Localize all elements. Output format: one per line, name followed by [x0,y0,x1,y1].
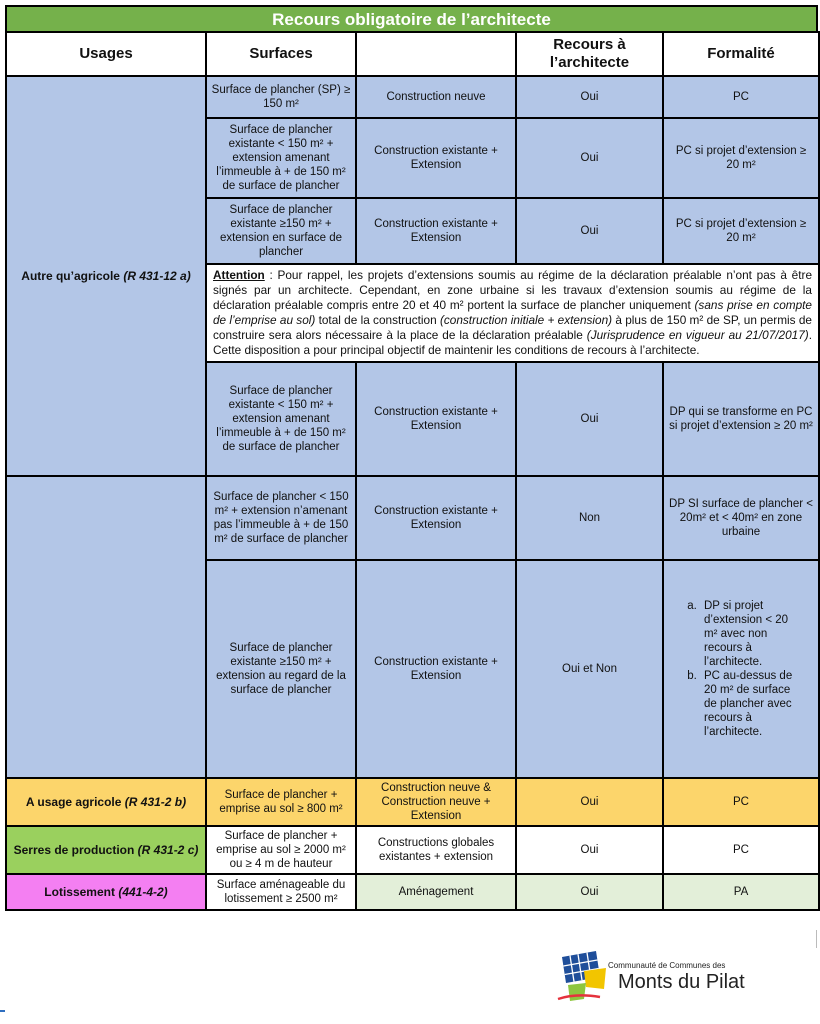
page-margin-mark [0,1010,5,1012]
table-row [6,826,819,874]
list-line: l’architecte. [704,726,763,738]
list-line: l’architecte. [704,656,763,668]
surface-cell: Surface de plancher existante ≥150 m² + extension en surface de plancher [206,198,356,264]
type-cell: Construction existante + Extension [356,362,516,476]
note-text: à plus de 150 m² de SP, un permis de construire sera alors nécessaire à la place de la déclaration préalable [213,313,812,342]
formalite-list [674,599,814,739]
usage-label: A usage agricole [25,795,122,809]
surface-cell: Surface de plancher (SP) ≥ 150 m² [206,76,356,118]
list-line: 20 m² de surface [704,684,791,696]
note-italic: (construction initiale + extension) [439,313,613,327]
formalite-cell: DP qui se transforme en PC si projet d’extension ≥ 20 m² [663,362,819,476]
usage-label: Serres de production [13,843,135,857]
formalite-cell: PC [663,826,819,874]
usage-ref: (R 431-12 a) [123,269,191,283]
header-recours: Recours à l’architecte [516,32,663,76]
recours-cell: Oui [516,826,663,874]
usage-ref: (441-4-2) [118,885,168,899]
formalite-cell: PC [663,778,819,826]
attention-label: Attention [213,268,265,282]
recours-architecte-sheet [5,5,818,911]
surface-cell: Surface de plancher + emprise au sol ≥ 800 m² [206,778,356,826]
table-row [6,476,819,560]
recours-cell: Oui [516,778,663,826]
surface-cell: Surface de plancher < 150 m² + extension n’amenant pas l’immeuble à + de 150 m² de surface de plancher [206,476,356,560]
type-cell: Aménagement [356,874,516,910]
type-cell: Construction neuve & Construction neuve + Extension [356,778,516,826]
surface-cell: Surface aménageable du lotissement ≥ 2500 m² [206,874,356,910]
recours-cell: Non [516,476,663,560]
list-line: recours à [704,642,752,654]
table-row [6,76,819,118]
note-text: . Cette disposition a pour principal objectif de maintenir les conditions de recours à l’architecte. [213,328,812,357]
header-blank [356,32,516,76]
header-usages: Usages [6,32,206,76]
list-line: de plancher avec [704,698,792,710]
type-cell: Construction existante + Extension [356,118,516,198]
surface-cell: Surface de plancher existante < 150 m² + extension amenant l’immeuble à + de 150 m² de surface de plancher [206,362,356,476]
formalite-cell: PC si projet d’extension ≥ 20 m² [663,198,819,264]
recours-table [5,31,820,911]
formalite-list-cell [663,560,819,778]
table-title: Recours obligatoire de l’architecte [5,5,818,31]
recours-cell: Oui [516,198,663,264]
list-item [700,599,814,669]
surface-cell: Surface de plancher + emprise au sol ≥ 2000 m² ou ≥ 4 m de hauteur [206,826,356,874]
list-line: a. DP si projet [704,600,764,612]
table-row [6,778,819,826]
logo-line2: Monts du Pilat [618,971,745,993]
usage-blank [6,476,206,778]
page-edge-rule [816,930,817,948]
type-cell: Constructions globales existantes + extension [356,826,516,874]
header-row [6,32,819,76]
usage-agricole [6,778,206,826]
surface-cell: Surface de plancher existante < 150 m² + extension amenant l’immeuble à + de 150 m² de surface de plancher [206,118,356,198]
usage-label: Autre qu’agricole [21,269,120,283]
recours-cell: Oui [516,118,663,198]
list-line: m² avec non [704,628,768,640]
list-item [700,669,814,739]
surface-cell: Surface de plancher existante ≥150 m² + extension au regard de la surface de plancher [206,560,356,778]
type-cell: Construction existante + Extension [356,560,516,778]
recours-cell: Oui [516,76,663,118]
type-cell: Construction neuve [356,76,516,118]
usage-lotissement [6,874,206,910]
attention-note [206,264,819,362]
table-row [6,874,819,910]
formalite-cell: PC [663,76,819,118]
type-cell: Construction existante + Extension [356,476,516,560]
logo-line1: Communauté de Communes des [608,961,726,970]
formalite-cell: PC si projet d’extension ≥ 20 m² [663,118,819,198]
usage-ref: (R 431-2 b) [124,795,187,809]
note-text: : Pour rappel, les projets d’extensions soumis au régime de la déclaration préalable n’ont pas à être signés par un architecte. Cependant, en zone urbaine si les travaux d’extension soumis au régime de la déclaration préalable compris entre 20 et 40 m² portent la surface de plancher uniquement [213,268,812,312]
list-line: d’extension < 20 [704,614,789,626]
usage-autre-agricole [6,76,206,476]
formalite-cell: DP SI surface de plancher < 20m² et < 40m² en zone urbaine [663,476,819,560]
recours-cell: Oui [516,362,663,476]
monts-du-pilat-logo [556,949,796,1009]
usage-ref: (R 431-2 c) [137,843,199,857]
header-formalite: Formalité [663,32,819,76]
recours-cell: Oui [516,874,663,910]
recours-cell: Oui et Non [516,560,663,778]
solar-panel-logo-icon [556,949,608,1005]
note-italic: (sans prise en compte de l’emprise au sol) [213,298,812,327]
list-line: b. PC au-dessus de [704,670,793,682]
header-surfaces: Surfaces [206,32,356,76]
note-text: total de la construction [315,313,440,327]
usage-serres [6,826,206,874]
formalite-cell: PA [663,874,819,910]
list-line: recours à [704,712,752,724]
note-italic: (Jurisprudence en vigueur au 21/07/2017) [586,328,809,342]
usage-label: Lotissement [44,885,115,899]
type-cell: Construction existante + Extension [356,198,516,264]
